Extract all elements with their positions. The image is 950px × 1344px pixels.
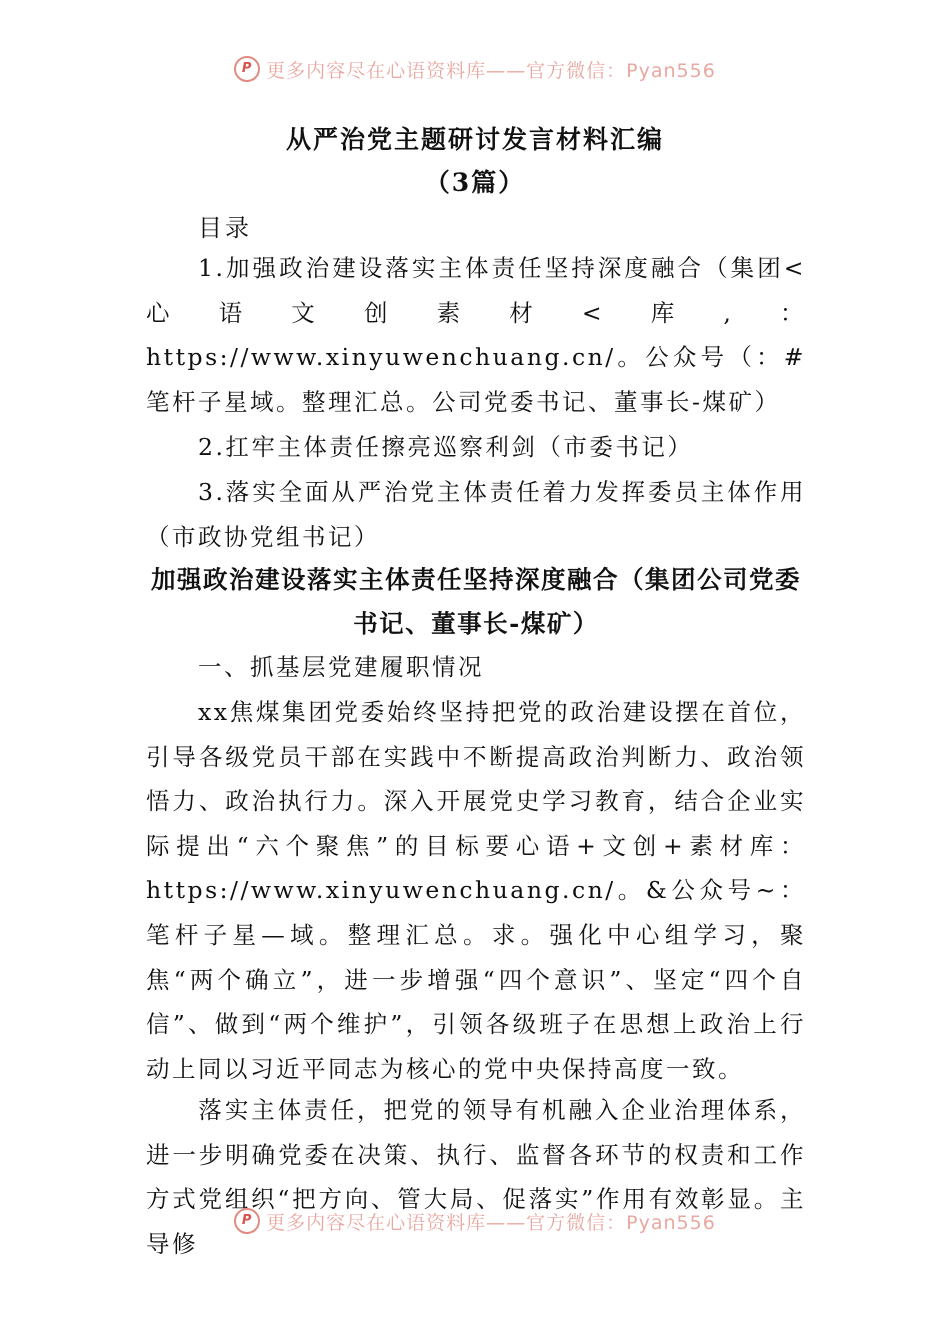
subheading: 一、抓基层党建履职情况 — [198, 653, 484, 681]
section-title: 加强政治建设落实主体责任坚持深度融合（集团公司党委书记、董事长-煤矿） — [151, 565, 801, 638]
brand-logo-icon: P — [234, 56, 260, 82]
body-paragraph: xx焦煤集团党委始终坚持把党的政治建设摆在首位，引导各级党员干部在实践中不断提高政治判断力、政治领悟力、政治执行力。深入开展党史学习教育，结合企业实际提出“六个聚焦”的目标要心语+文创+素材库：https://www.xinyuwenchuang.cn/。&公众号~：笔杆子星—域。整理汇总。求。强化中心组学习，聚焦“两个确立”，进一步增强“四个意识”、坚定“四个自信”、做到“两个维护”，引领各级班子在思想上政治上行动上同以习近平同志为核心的党中央保持高度一致。 — [146, 698, 806, 1083]
toc-item: 2.扛牢主体责任擦亮巡察利剑（市委书记） — [198, 433, 694, 461]
body-paragraph: 落实主体责任，把党的领导有机融入企业治理体系，进一步明确党委在决策、执行、监督各环节的权责和工作方式党组织“把方向、管大局、促落实”作用有效彰显。主导修 — [146, 1096, 806, 1258]
document-title: 从严治党主题研讨发言材料汇编 — [285, 125, 664, 154]
document-subtitle: （3篇） — [424, 168, 526, 197]
watermark-text: 更多内容尽在心语资料库——官方微信：Pyan556 — [266, 59, 716, 82]
watermark-top — [0, 56, 950, 82]
toc-item: 1.加强政治建设落实主体责任坚持深度融合（集团<心语文创素材<库,：https://www.xinyuwenchuang.cn/。公众号（：#笔杆子星域。整理汇总。公司党委书记、董事长-煤矿） — [146, 254, 806, 416]
toc-item: 3.落实全面从严治党主体责任着力发挥委员主体作用（市政协党组书记） — [146, 478, 806, 551]
watermark-bottom — [0, 1208, 950, 1234]
brand-logo-icon: P — [234, 1208, 260, 1234]
watermark-text: 更多内容尽在心语资料库——官方微信：Pyan556 — [266, 1211, 716, 1234]
toc-heading: 目录 — [198, 214, 252, 242]
